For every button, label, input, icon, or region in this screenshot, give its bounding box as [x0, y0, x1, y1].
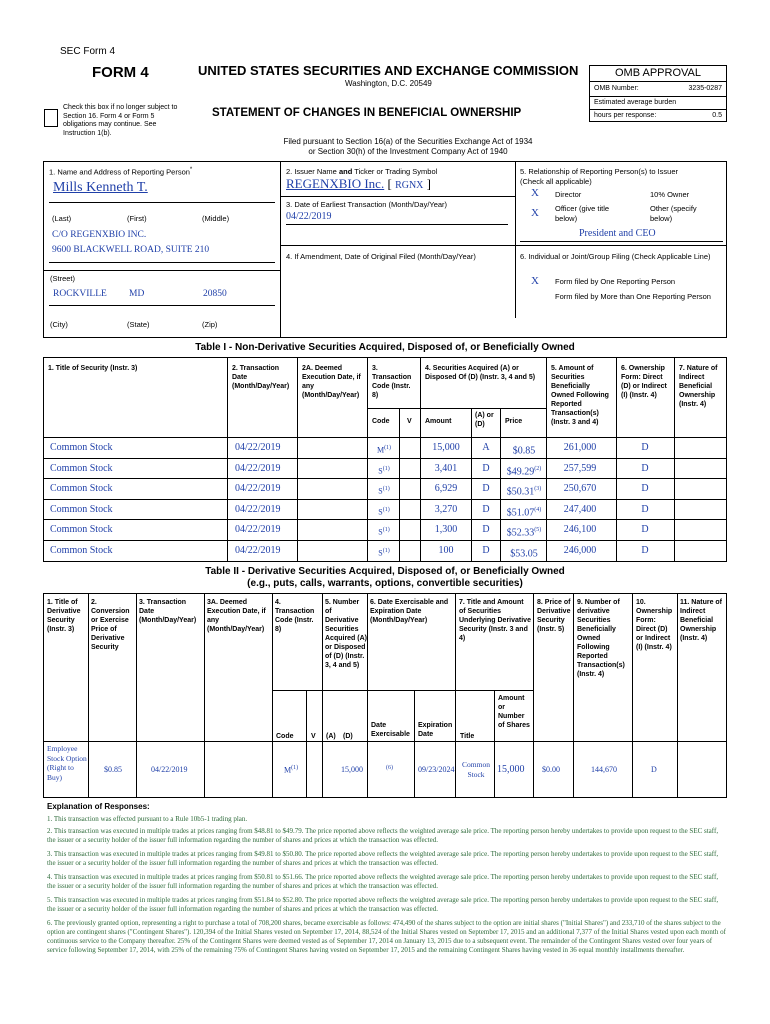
t1-header-title: 1. Title of Security (Instr. 3)	[48, 365, 138, 372]
t2-header-underlying: 7. Title and Amount of Securities Underlying Derivative Security (Instr. 3 and 4)	[459, 599, 531, 642]
t1-sub-v: V	[407, 418, 412, 425]
table-row	[43, 500, 727, 521]
footnote-4: 4. This transaction was executed in multiple trades at prices ranging from $50.81 to $51.66. The price reported above reflects the weighted average sale price. The reporting person hereby undertakes to provide upon request to the SEC staff, the issuer or a security holder of the issuer full information regarding the number of shares and prices at which the transaction was effected.	[47, 873, 719, 890]
row-aord: D	[482, 503, 490, 515]
omb-hours-label: hours per response:	[594, 112, 657, 119]
t2-row-date: 04/22/2019	[151, 765, 188, 774]
omb-number-label: OMB Number:	[594, 85, 639, 92]
t2-sub-v: V	[311, 733, 316, 740]
t2-row-owned: 144,670	[591, 765, 617, 774]
footnote-6: 6. The previously granted option, representing a right to purchase a total of 708,200 shares, became exercisable as follows: 474,490 of the shares subject to the option are initial shares ("Initial Shares") and 233,710 of the shares subject to the option are contingent shares ("Contingent Shares"). 120,394 of the Initial Shares vested on September 17, 2014, 88,524 of the Initial Shares vested on September 17, 2015 and an additional 7,377 of the Initial Shares vested upon each month of continuous service to the Company thereafter. 25% of the Contingent Shares were deemed vested as of September 17, 2014 on January 13, 2015 due to a subsequent event. The remainder of the Contingent Shares vested over four years of service following September 17, 2014, with 25% of the remaining 75% of Contingent Shares having vested on September 17, 2015 and the remaining Contingent Shares having vested in 36 equal monthly installments thereafter.	[47, 919, 726, 954]
row-price: $52.33$^{(5)}$	[506, 527, 542, 539]
sec-form-label: SEC Form 4	[60, 46, 116, 57]
director-label: Director	[555, 190, 582, 199]
table-row	[43, 541, 727, 562]
officer-check[interactable]: X	[531, 207, 539, 219]
last-label: (Last)	[52, 214, 72, 223]
row-price: $0.85	[512, 445, 536, 457]
row-amount: 100	[438, 544, 454, 556]
t2-header-exercisable: 6. Date Exercisable and Expiration Date (Month/Day/Year)	[370, 599, 449, 624]
row-date: 04/22/2019	[235, 544, 281, 556]
washington: Washington, D.C. 20549	[345, 79, 432, 88]
checkbox-instruction: Check this box if no longer subject to Section 16. Form 4 or Form 5 obligations may continue. See Instruction 1(b).	[63, 104, 178, 138]
box3-label: 3. Date of Earliest Transaction (Month/Day/Year)	[286, 200, 448, 209]
box1-label: 1. Name and Address of Reporting Person*	[49, 167, 193, 177]
t2-header-nature: 11. Nature of Indirect Beneficial Ownership (Instr. 4)	[680, 599, 723, 642]
zip-value: 20850	[203, 289, 227, 299]
form-title: FORM 4	[92, 64, 149, 81]
t2-sub-title: Title	[460, 733, 475, 740]
t1-header-deemed: 2A. Deemed Execution Date, if any (Month/Day/Year)	[302, 365, 361, 399]
city-value: ROCKVILLE	[53, 289, 107, 299]
row-aord: A	[482, 442, 490, 453]
ticker-symbol: RGNX	[395, 180, 424, 191]
table-row	[43, 479, 727, 500]
address-line-2: 9600 BLACKWELL ROAD, SUITE 210	[52, 245, 210, 255]
director-check[interactable]: X	[531, 187, 539, 199]
row-code: $S^{(1)}$	[378, 486, 390, 496]
omb-box	[589, 65, 727, 122]
city-label: (City)	[50, 320, 68, 329]
street-label: (Street)	[50, 274, 76, 283]
row-code: $S^{(1)}$	[378, 506, 390, 517]
row-owned: 246,000	[563, 544, 597, 556]
t2-header-number: 5. Number of Derivative Securities Acquired (A) or Disposed of (D) (Instr. 3, 4 and 5)	[325, 599, 367, 669]
box6-label: 6. Individual or Joint/Group Filing (Check Applicable Line)	[520, 252, 711, 261]
t1-sub-code: Code	[372, 418, 390, 425]
row-date: 04/22/2019	[235, 524, 281, 535]
row-title: Common Stock	[50, 442, 113, 453]
no-longer-subject-checkbox[interactable]	[44, 109, 58, 127]
table-row	[43, 520, 727, 541]
t2-header-conversion: 2. Conversion or Exercise Price of Derivative Security	[91, 599, 130, 651]
reporting-person-name[interactable]: Mills Kenneth T.	[53, 180, 148, 195]
issuer-name[interactable]: REGENXBIO Inc.	[286, 176, 385, 191]
t2-sub-expiration: Expiration Date	[418, 722, 453, 738]
omb-title: OMB APPROVAL	[590, 66, 726, 82]
t1-sub-amount: Amount	[425, 418, 452, 425]
earliest-transaction-date: 04/22/2019	[286, 211, 332, 222]
t2-sub-d: (D)	[343, 733, 353, 740]
row-date: 04/22/2019	[235, 483, 281, 494]
row-form: D	[641, 503, 649, 515]
t2-sub-a: (A)	[326, 733, 336, 740]
omb-number-value: 3235-0287	[688, 85, 722, 92]
statement-title: STATEMENT OF CHANGES IN BENEFICIAL OWNERSHIP	[212, 107, 522, 119]
t2-header-ownership: 10. Ownership Form: Direct (D) or Indirect (I) (Instr. 4)	[636, 599, 673, 651]
t2-sub-code: Code	[276, 733, 294, 740]
box5-label: 5. Relationship of Reporting Person(s) to Issuer (Check all applicable)	[520, 167, 678, 186]
footnote-2: 2. This transaction was executed in multiple trades at prices ranging from $48.81 to $49.79. The price reported above reflects the weighted average sale price. The reporting person hereby undertakes to provide upon request to the SEC staff, the issuer or a security holder of the issuer full information regarding the number of shares and prices at which the transaction was effected.	[47, 827, 719, 844]
commission-title: UNITED STATES SECURITIES AND EXCHANGE COMMISSION	[198, 63, 579, 78]
state-value: MD	[129, 289, 145, 299]
t1-header-ownership: 6. Ownership Form: Direct (D) or Indirect (I) (Instr. 4)	[621, 365, 667, 399]
row-price: $49.29$^{(2)}$	[506, 465, 542, 477]
table-row	[43, 459, 727, 480]
t2-sub-amount-shares: Amount or Number of Shares	[498, 695, 530, 729]
state-label: (State)	[127, 320, 150, 329]
row-aord: D	[482, 462, 490, 474]
omb-burden-label: Estimated average burden	[594, 99, 677, 106]
row-amount: 6,929	[434, 483, 458, 494]
table2-title: Table II - Derivative Securities Acquired, Disposed of, or Beneficially Owned (e.g., puts, calls, warrants, options, convertible securities)	[205, 566, 565, 589]
t2-header-deemed: 3A. Deemed Execution Date, if any (Month/Day/Year)	[207, 599, 266, 633]
row-form: D	[641, 524, 649, 535]
row-form: D	[641, 442, 649, 453]
box4-label: 4. If Amendment, Date of Original Filed (Month/Day/Year)	[286, 252, 476, 261]
more-persons-label: Form filed by More than One Reporting Person	[555, 292, 711, 301]
t1-header-securities: 4. Securities Acquired (A) or Disposed Of (D) (Instr. 3, 4 and 5)	[425, 365, 536, 381]
address-line-1: C/O REGENXBIO INC.	[52, 230, 147, 240]
row-owned: 261,000	[563, 442, 597, 453]
row-owned: 247,400	[563, 503, 597, 515]
row-aord: D	[482, 524, 490, 535]
t1-sub-price: Price	[505, 418, 523, 425]
table-row	[43, 438, 727, 459]
row-form: D	[641, 483, 649, 494]
row-owned: 257,599	[563, 462, 597, 474]
row-form: D	[641, 462, 649, 474]
t2-row-price: $0.85	[104, 765, 122, 774]
row-amount: 3,270	[434, 503, 458, 515]
t2-row-deriv-price: $0.00	[542, 765, 560, 774]
footnote-3: 3. This transaction was executed in multiple trades at prices ranging from $49.81 to $50.80. The price reported above reflects the weighted average sale price. The reporting person hereby undertakes to provide upon request to the SEC staff, the issuer or a security holder of the issuer full information regarding the number of shares and prices at which the transaction was effected.	[47, 850, 719, 867]
t2-sub-date-exercisable: Date Exercisable	[371, 722, 410, 738]
explanation-heading: Explanation of Responses:	[47, 802, 150, 811]
t2-header-title: 1. Title of Derivative Security (Instr. 3)	[47, 599, 81, 633]
officer-label: Officer (give title below)	[555, 204, 610, 223]
row-title: Common Stock	[50, 462, 113, 474]
row-aord: D	[482, 544, 490, 556]
t2-row-form: D	[651, 765, 657, 774]
t2-header-owned: 9. Number of derivative Securities Beneficially Owned Following Reported Transaction(s) (Instr. 4)	[577, 599, 625, 678]
one-person-check[interactable]: X	[531, 275, 539, 287]
row-price: $50.31$^{(3)}$	[506, 486, 542, 498]
t2-row-title: Employee Stock Option (Right to Buy)	[47, 744, 87, 783]
row-amount: 3,401	[434, 462, 458, 474]
first-label: (First)	[127, 214, 147, 223]
row-code: $S^{(1)}$	[378, 527, 390, 537]
zip-label: (Zip)	[202, 320, 218, 329]
officer-title: President and CEO	[579, 228, 656, 239]
t1-sub-aord: (A) or (D)	[475, 412, 494, 428]
table1-title: Table I - Non-Derivative Securities Acquired, Disposed of, or Beneficially Owned	[195, 342, 575, 353]
row-amount: 1,300	[434, 524, 458, 535]
middle-label: (Middle)	[202, 214, 230, 223]
t2-header-code: 4. Transaction Code (Instr. 8)	[275, 599, 315, 633]
row-owned: 250,670	[563, 483, 597, 494]
t2-row-exercisable: (6)	[386, 765, 393, 771]
row-title: Common Stock	[50, 483, 113, 494]
t2-row-shares: 15,000	[497, 764, 525, 775]
other-label: Other (specify below)	[650, 204, 697, 223]
t1-header-amount-owned: 5. Amount of Securities Beneficially Owned Following Reported Transaction(s) (Instr. 3 and 4)	[551, 365, 609, 426]
t1-header-date: 2. Transaction Date (Month/Day/Year)	[232, 365, 290, 390]
ten-pct-owner-label: 10% Owner	[650, 190, 690, 199]
row-date: 04/22/2019	[235, 503, 281, 515]
t1-header-nature: 7. Nature of Indirect Beneficial Ownership (Instr. 4)	[679, 365, 718, 408]
row-date: 04/22/2019	[235, 462, 281, 474]
t1-header-code: 3. Transaction Code (Instr. 8)	[372, 365, 412, 399]
row-price: $51.07$^{(4)}$	[506, 506, 542, 518]
row-amount: 15,000	[432, 442, 460, 453]
t2-header-price: 8. Price of Derivative Security (Instr. 5)	[537, 599, 571, 633]
row-title: Common Stock	[50, 503, 113, 515]
omb-hours-value: 0.5	[712, 112, 722, 119]
row-price: $53.05	[510, 547, 538, 559]
t2-row-code: $M^{(1)}$	[284, 765, 299, 775]
row-code: $S^{(1)}$	[378, 465, 390, 476]
footnote-5: 5. This transaction was executed in multiple trades at prices ranging from $51.84 to $52.80. The price reported above reflects the weighted average sale price. The reporting person hereby undertakes to provide upon request to the SEC staff, the issuer or a security holder of the issuer full information regarding the number of shares and prices at which the transaction was effected.	[47, 896, 719, 913]
t2-row-disposed: 15,000	[341, 765, 363, 774]
box2-label: 2. Issuer Name and Ticker or Trading Symbol	[286, 167, 438, 176]
t2-header-date: 3. Transaction Date (Month/Day/Year)	[139, 599, 197, 624]
t2-row-expiration: 09/23/2024	[418, 765, 455, 774]
filed-pursuant: Filed pursuant to Section 16(a) of the Securities Exchange Act of 1934 or Section 30(h) of the Investment Company Act of 1940	[283, 137, 533, 156]
row-title: Common Stock	[50, 524, 113, 535]
one-person-label: Form filed by One Reporting Person	[555, 277, 676, 286]
row-owned: 246,100	[563, 524, 597, 535]
row-title: Common Stock	[50, 544, 113, 556]
row-code: $S^{(1)}$	[378, 547, 390, 558]
row-date: 04/22/2019	[235, 442, 281, 453]
row-code: $M^{(1)}$	[376, 445, 392, 455]
row-aord: D	[482, 483, 490, 494]
row-form: D	[641, 544, 649, 556]
issuer-line: REGENXBIO Inc. [ RGNX ]	[286, 176, 431, 191]
t2-row-sec-title: Common Stock	[462, 760, 490, 779]
footnote-1: 1. This transaction was effected pursuant to a Rule 10b5-1 trading plan.	[47, 815, 248, 823]
